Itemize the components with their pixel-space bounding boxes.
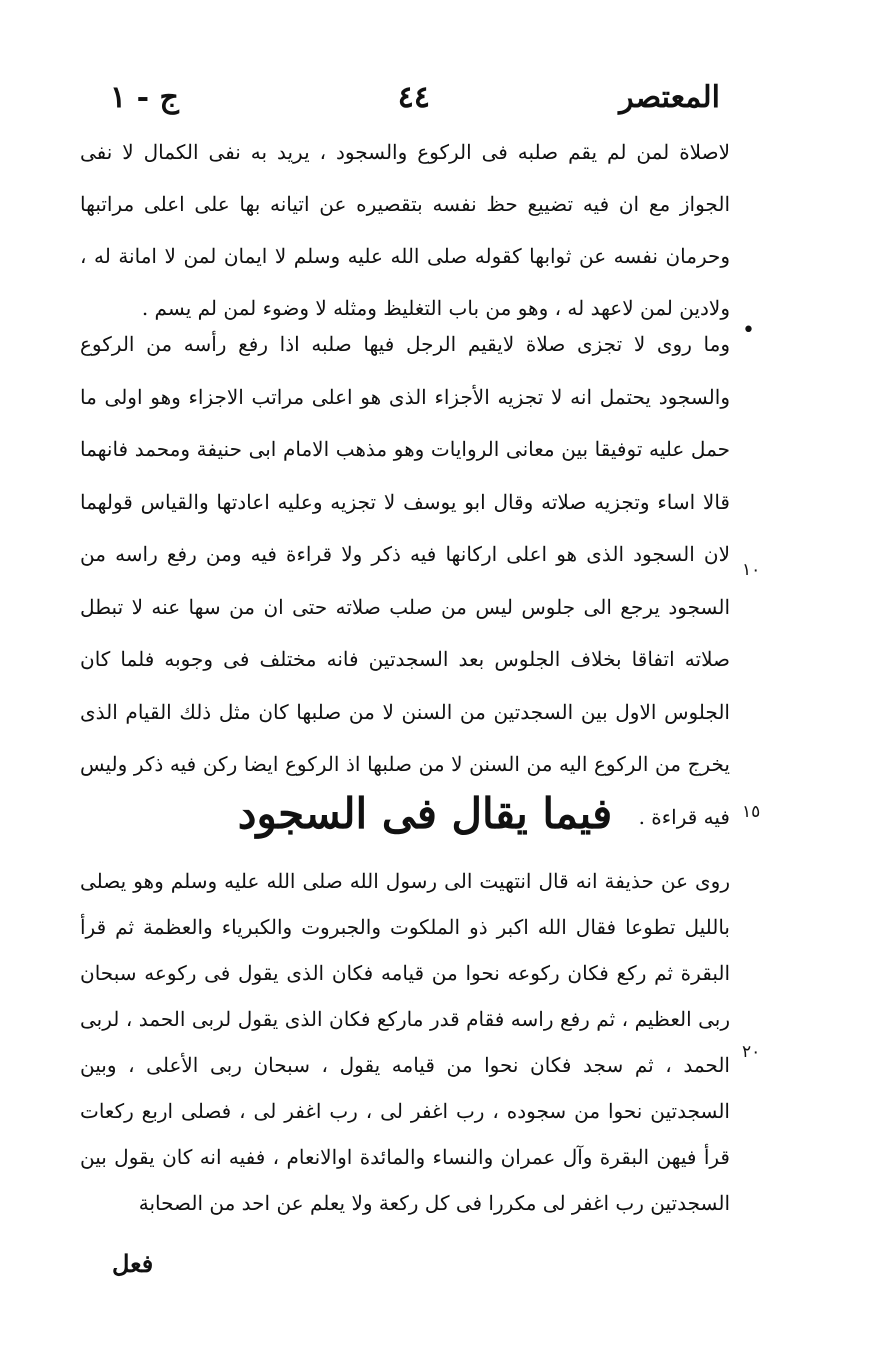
page-number: ٤٤ — [397, 80, 430, 115]
volume-label: ج - ١ — [110, 80, 179, 115]
margin-line-number: ١٥ — [742, 802, 761, 822]
margin-dot: • — [742, 318, 755, 343]
paragraph-text: لاصلاة لمن لم يقم صلبه فى الركوع والسجود ، يريد به نفى الكمال لا نفى الجواز مع ان فيه تضييع حظ نفسه بتقصيره عن اتيانه بها على اعلى مراتبها وحرمان نفسه عن ثوابها كقوله صلى الله عليه وسلم لا ايمان لمن لا امانة له ، ولادين لمن لاعهد له ، وهو من باب التغليظ ومثله لا وضوء لمن لم يسم . — [80, 140, 730, 320]
paragraph-text: روى عن حذيفة انه قال انتهيت الى رسول الله صلى الله عليه وسلم وهو يصلى بالليل تطوعا فقال الله اكبر ذو الملكوت والجبروت والكبرياء والعظمة ثم قرأ البقرة ثم ركع فكان ركوعه نحوا من قيامه فكان الذى يقول فى ركوعه سبحان ربى العظيم ، ثم رفع راسه فقام قدر ماركع فكان الذى يقول لربى الحمد ، لربى الحمد ، ثم سجد فكان نحوا من قيامه يقول ، سبحان ربى الأعلى ، وبين السجدتين نحوا من سجوده ، رب اغفر لى ، رب اغفر لى ، فصلى اربع ركعات قرأ فيهن البقرة وآل عمران والنساء والمائدة اوالانعام ، ففيه انه كان يقول بين السجدتين رب اغفر لى مكررا فى كل ركعة ولا يعلم عن احد من الصحابة — [80, 869, 731, 1215]
margin-line-number: ١٠ — [742, 560, 761, 580]
paragraph-text: وما روى لا تجزى صلاة لايقيم الرجل فيها صلبه اذا رفع رأسه من الركوع والسجود يحتمل انه لا تجزيه الأجزاء الذى هو اعلى مراتب الاجزاء وهو اولى ما حمل عليه توفيقا بين معانى الروايات وهو مذهب الامام ابى حنيفة ومحمد فانهما قالا اساء وتجزيه صلاته وقال ابو يوسف لا تجزيه وعليه اعادتها والقياس قولهما لان السجود الذى هو اعلى اركانها فيه ذكر ولا قراءة فيه ومن رفع راسه من السجود يرجع الى جلوس ليس من صلب صلاته حتى ان من سها عنه لا تبطل صلاته اتفاقا بخلاف الجلوس بعد السجدتين فانه مختلف فى وجوبه فلما كان الجلوس الاول بين السجدتين من السنن لا من صلبها كان مثل ذلك القيام الذى يخرج من الركوع اليه من السنن لا من صلبها اذ الركوع ايضا ركن فيه ذكر وليس فيه قراءة . — [80, 332, 730, 829]
page-header — [100, 78, 720, 128]
paragraph-3 — [80, 858, 730, 1226]
section-title: فيما يقال فى السجود — [237, 789, 613, 838]
paragraph-2 — [80, 318, 730, 843]
paragraph-1 — [80, 126, 730, 334]
catchword: فعل — [112, 1249, 154, 1278]
book-title: المعتصر — [619, 80, 720, 115]
margin-line-number: ٢٠ — [742, 1042, 761, 1062]
